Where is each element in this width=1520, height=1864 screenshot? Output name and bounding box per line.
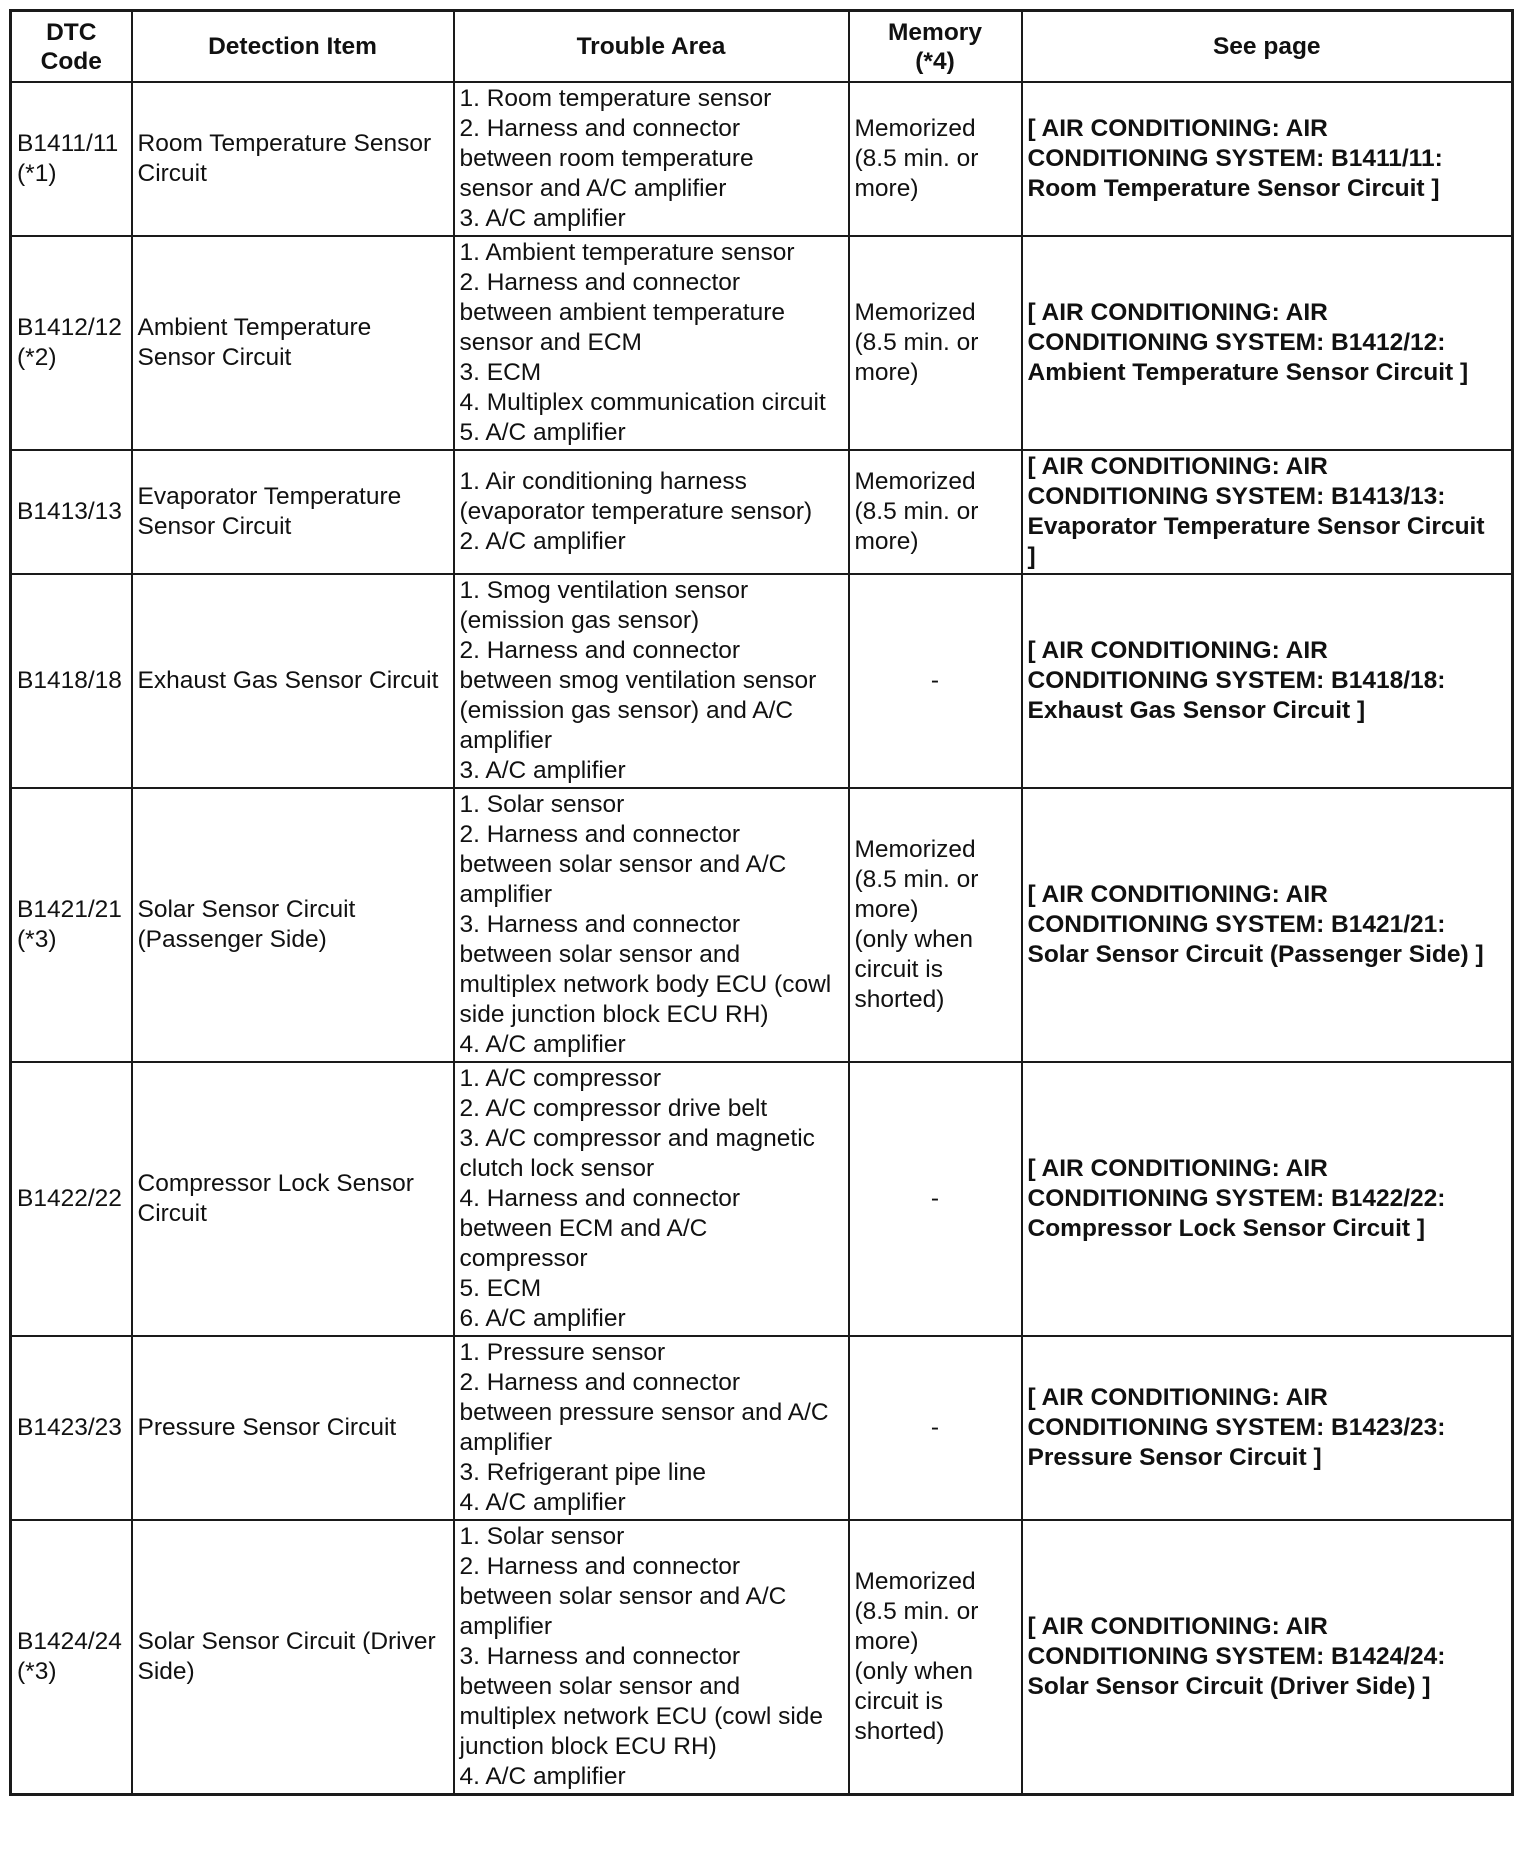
cell-text-line: 2. Harness and connector (459, 1553, 741, 1580)
see-page-link-line: ] (1027, 543, 1036, 570)
cell-text-line: B1423/23 (17, 1414, 122, 1441)
cell-text-line: B1424/24 (17, 1628, 122, 1655)
cell-text-line: 1. Smog ventilation sensor (459, 577, 749, 604)
header-trouble-area: Trouble Area (454, 11, 849, 83)
cell-text-line: 4. Harness and connector (459, 1185, 741, 1212)
memory-cell (849, 1336, 1022, 1520)
cell-text-line: more) (854, 896, 919, 923)
cell-text-line: more) (854, 1628, 919, 1655)
cell-text-line: (*3) (17, 1658, 57, 1685)
cell-text-line: between solar sensor and A/C (459, 1583, 787, 1610)
see-page-cell[interactable] (1022, 1336, 1513, 1520)
see-page-link-line: CONDITIONING SYSTEM: B1418/18: (1027, 667, 1446, 694)
cell-text-line: 4. A/C amplifier (459, 1763, 626, 1790)
cell-text-line: 2. Harness and connector (459, 637, 741, 664)
cell-text-line: 3. Harness and connector (459, 1643, 741, 1670)
see-page-link-line: Room Temperature Sensor Circuit ] (1027, 175, 1440, 202)
cell-text-line: 1. Solar sensor (459, 1523, 625, 1550)
cell-text-line: 1. Pressure sensor (459, 1339, 666, 1366)
dtc-code-cell (11, 788, 132, 1062)
cell-text-line: Compressor Lock Sensor (137, 1170, 414, 1197)
cell-text-line: compressor (459, 1245, 588, 1272)
table-row (11, 1062, 1513, 1336)
cell-text-line: Solar Sensor Circuit (137, 896, 356, 923)
cell-text-line: 1. Room temperature sensor (459, 85, 772, 112)
cell-text-line: Sensor Circuit (137, 513, 292, 540)
trouble-area-cell (454, 1062, 849, 1336)
see-page-link-line: [ AIR CONDITIONING: AIR (1027, 453, 1328, 480)
see-page-cell[interactable] (1022, 1062, 1513, 1336)
trouble-area-cell (454, 450, 849, 574)
see-page-link-line: Exhaust Gas Sensor Circuit ] (1027, 697, 1366, 724)
cell-text-line: Memorized (854, 115, 976, 142)
cell-text-line: amplifier (459, 1429, 553, 1456)
header-memory: Memory (*4) (849, 11, 1022, 83)
cell-text-line: (*1) (17, 160, 57, 187)
detection-item-cell (132, 1336, 454, 1520)
cell-text-line: Exhaust Gas Sensor Circuit (137, 667, 439, 694)
cell-text-line: Memorized (854, 299, 976, 326)
dtc-code-cell (11, 1062, 132, 1336)
see-page-link-line: Evaporator Temperature Sensor Circuit (1027, 513, 1485, 540)
see-page-cell[interactable] (1022, 82, 1513, 236)
table-row (11, 1520, 1513, 1795)
trouble-area-cell (454, 788, 849, 1062)
cell-text-line: amplifier (459, 881, 553, 908)
detection-item-cell (132, 788, 454, 1062)
cell-text-line: 5. ECM (459, 1275, 542, 1302)
cell-text-line: Sensor Circuit (137, 344, 292, 371)
dtc-code-cell (11, 82, 132, 236)
cell-text-line: (emission gas sensor) (459, 607, 700, 634)
cell-text-line: Memorized (854, 1568, 976, 1595)
see-page-link-line: [ AIR CONDITIONING: AIR (1027, 881, 1328, 908)
trouble-area-cell (454, 1336, 849, 1520)
cell-text-line: between solar sensor and (459, 1673, 741, 1700)
see-page-link-line: Compressor Lock Sensor Circuit ] (1027, 1215, 1426, 1242)
cell-text-line: between solar sensor and A/C (459, 851, 787, 878)
cell-text-line: B1422/22 (17, 1185, 122, 1212)
cell-text-line: circuit is (854, 1688, 943, 1715)
cell-text-line: 1. Solar sensor (459, 791, 625, 818)
see-page-link-line: Pressure Sensor Circuit ] (1027, 1444, 1322, 1471)
see-page-link-line: CONDITIONING SYSTEM: B1413/13: (1027, 483, 1446, 510)
table-row (11, 788, 1513, 1062)
cell-text-line: Evaporator Temperature (137, 483, 402, 510)
cell-text-line: more) (854, 175, 919, 202)
header-row (11, 11, 1513, 83)
cell-text-line: 2. Harness and connector (459, 1369, 741, 1396)
cell-text-line: sensor and ECM (459, 329, 642, 356)
see-page-link-line: [ AIR CONDITIONING: AIR (1027, 1155, 1328, 1182)
see-page-link-line: [ AIR CONDITIONING: AIR (1027, 299, 1328, 326)
see-page-link-line: CONDITIONING SYSTEM: B1421/21: (1027, 911, 1446, 938)
trouble-area-cell (454, 574, 849, 788)
cell-text-line: Circuit (137, 1200, 207, 1227)
cell-text-line: Pressure Sensor Circuit (137, 1414, 397, 1441)
cell-text-line: - (930, 1414, 940, 1441)
header-see-page: See page (1022, 11, 1513, 83)
dtc-code-cell (11, 450, 132, 574)
cell-text-line: (emission gas sensor) and A/C (459, 697, 794, 724)
detection-item-cell (132, 1062, 454, 1336)
cell-text-line: 2. Harness and connector (459, 269, 741, 296)
cell-text-line: B1418/18 (17, 667, 122, 694)
table-row (11, 82, 1513, 236)
cell-text-line: (evaporator temperature sensor) (459, 498, 813, 525)
cell-text-line: Room Temperature Sensor (137, 130, 432, 157)
cell-text-line: 4. A/C amplifier (459, 1489, 626, 1516)
see-page-link-line: [ AIR CONDITIONING: AIR (1027, 637, 1328, 664)
cell-text-line: B1412/12 (17, 314, 122, 341)
cell-text-line: between ECM and A/C (459, 1215, 708, 1242)
cell-text-line: amplifier (459, 727, 553, 754)
cell-text-line: Circuit (137, 160, 207, 187)
cell-text-line: shorted) (854, 1718, 945, 1745)
cell-text-line: 3. ECM (459, 359, 542, 386)
cell-text-line: Memorized (854, 468, 976, 495)
memory-cell (849, 788, 1022, 1062)
see-page-link-line: CONDITIONING SYSTEM: B1424/24: (1027, 1643, 1446, 1670)
cell-text-line: 1. Ambient temperature sensor (459, 239, 795, 266)
memory-cell (849, 82, 1022, 236)
cell-text-line: circuit is (854, 956, 943, 983)
memory-cell (849, 236, 1022, 450)
cell-text-line: (8.5 min. or (854, 498, 979, 525)
see-page-cell[interactable] (1022, 574, 1513, 788)
see-page-link-line: [ AIR CONDITIONING: AIR (1027, 1384, 1328, 1411)
cell-text-line: between ambient temperature (459, 299, 785, 326)
cell-text-line: (Passenger Side) (137, 926, 327, 953)
detection-item-cell (132, 236, 454, 450)
cell-text-line: 1. Air conditioning harness (459, 468, 747, 495)
cell-text-line: Solar Sensor Circuit (Driver (137, 1628, 436, 1655)
see-page-link-line: CONDITIONING SYSTEM: B1422/22: (1027, 1185, 1446, 1212)
cell-text-line: B1413/13 (17, 498, 122, 525)
trouble-area-cell (454, 82, 849, 236)
cell-text-line: (8.5 min. or (854, 866, 979, 893)
cell-text-line: Side) (137, 1658, 195, 1685)
see-page-cell[interactable] (1022, 788, 1513, 1062)
cell-text-line: multiplex network body ECU (cowl (459, 971, 832, 998)
see-page-link-line: CONDITIONING SYSTEM: B1411/11: (1027, 145, 1443, 172)
see-page-cell[interactable] (1022, 450, 1513, 574)
dtc-code-cell (11, 574, 132, 788)
table-row (11, 450, 1513, 574)
dtc-code-cell (11, 1336, 132, 1520)
header-dtc-code: DTC Code (11, 11, 132, 83)
cell-text-line: 2. A/C amplifier (459, 528, 626, 555)
see-page-link-line: Ambient Temperature Sensor Circuit ] (1027, 359, 1469, 386)
trouble-area-cell (454, 1520, 849, 1795)
dtc-table (9, 9, 1514, 1796)
cell-text-line: - (930, 1185, 940, 1212)
see-page-link-line: CONDITIONING SYSTEM: B1423/23: (1027, 1414, 1446, 1441)
table-row (11, 236, 1513, 450)
cell-text-line: between pressure sensor and A/C (459, 1399, 829, 1426)
cell-text-line: side junction block ECU RH) (459, 1001, 769, 1028)
cell-text-line: 3. Harness and connector (459, 911, 741, 938)
cell-text-line: between solar sensor and (459, 941, 741, 968)
cell-text-line: 3. A/C compressor and magnetic (459, 1125, 815, 1152)
memory-cell (849, 450, 1022, 574)
cell-text-line: shorted) (854, 986, 945, 1013)
detection-item-cell (132, 574, 454, 788)
cell-text-line: (8.5 min. or (854, 145, 979, 172)
dtc-code-cell (11, 236, 132, 450)
detection-item-cell (132, 82, 454, 236)
cell-text-line: 4. Multiplex communication circuit (459, 389, 826, 416)
cell-text-line: more) (854, 528, 919, 555)
dtc-code-cell (11, 1520, 132, 1795)
cell-text-line: (only when (854, 1658, 973, 1685)
cell-text-line: 6. A/C amplifier (459, 1305, 626, 1332)
cell-text-line: clutch lock sensor (459, 1155, 655, 1182)
memory-cell (849, 1062, 1022, 1336)
cell-text-line: amplifier (459, 1613, 553, 1640)
cell-text-line: (8.5 min. or (854, 1598, 979, 1625)
cell-text-line: junction block ECU RH) (459, 1733, 717, 1760)
cell-text-line: 2. Harness and connector (459, 821, 741, 848)
cell-text-line: Ambient Temperature (137, 314, 372, 341)
cell-text-line: (*3) (17, 926, 57, 953)
cell-text-line: 2. A/C compressor drive belt (459, 1095, 768, 1122)
see-page-link-line: [ AIR CONDITIONING: AIR (1027, 1613, 1328, 1640)
cell-text-line: 5. A/C amplifier (459, 419, 626, 446)
see-page-cell[interactable] (1022, 236, 1513, 450)
cell-text-line: 2. Harness and connector (459, 115, 741, 142)
cell-text-line: sensor and A/C amplifier (459, 175, 727, 202)
cell-text-line: - (930, 667, 940, 694)
see-page-link-line: Solar Sensor Circuit (Driver Side) ] (1027, 1673, 1431, 1700)
header-detection-item: Detection Item (132, 11, 454, 83)
see-page-link-line: Solar Sensor Circuit (Passenger Side) ] (1027, 941, 1484, 968)
cell-text-line: Memorized (854, 836, 976, 863)
cell-text-line: 3. A/C amplifier (459, 205, 626, 232)
table-row (11, 574, 1513, 788)
detection-item-cell (132, 1520, 454, 1795)
table-row (11, 1336, 1513, 1520)
cell-text-line: 1. A/C compressor (459, 1065, 662, 1092)
trouble-area-cell (454, 236, 849, 450)
detection-item-cell (132, 450, 454, 574)
cell-text-line: 3. A/C amplifier (459, 757, 626, 784)
cell-text-line: between room temperature (459, 145, 754, 172)
cell-text-line: B1411/11 (17, 130, 119, 157)
see-page-link-line: CONDITIONING SYSTEM: B1412/12: (1027, 329, 1446, 356)
cell-text-line: (only when (854, 926, 973, 953)
cell-text-line: (8.5 min. or (854, 329, 979, 356)
cell-text-line: B1421/21 (17, 896, 122, 923)
cell-text-line: multiplex network ECU (cowl side (459, 1703, 824, 1730)
cell-text-line: 3. Refrigerant pipe line (459, 1459, 707, 1486)
cell-text-line: more) (854, 359, 919, 386)
cell-text-line: between smog ventilation sensor (459, 667, 817, 694)
see-page-link-line: [ AIR CONDITIONING: AIR (1027, 115, 1328, 142)
cell-text-line: 4. A/C amplifier (459, 1031, 626, 1058)
memory-cell (849, 1520, 1022, 1795)
see-page-cell[interactable] (1022, 1520, 1513, 1795)
cell-text-line: (*2) (17, 344, 57, 371)
memory-cell (849, 574, 1022, 788)
